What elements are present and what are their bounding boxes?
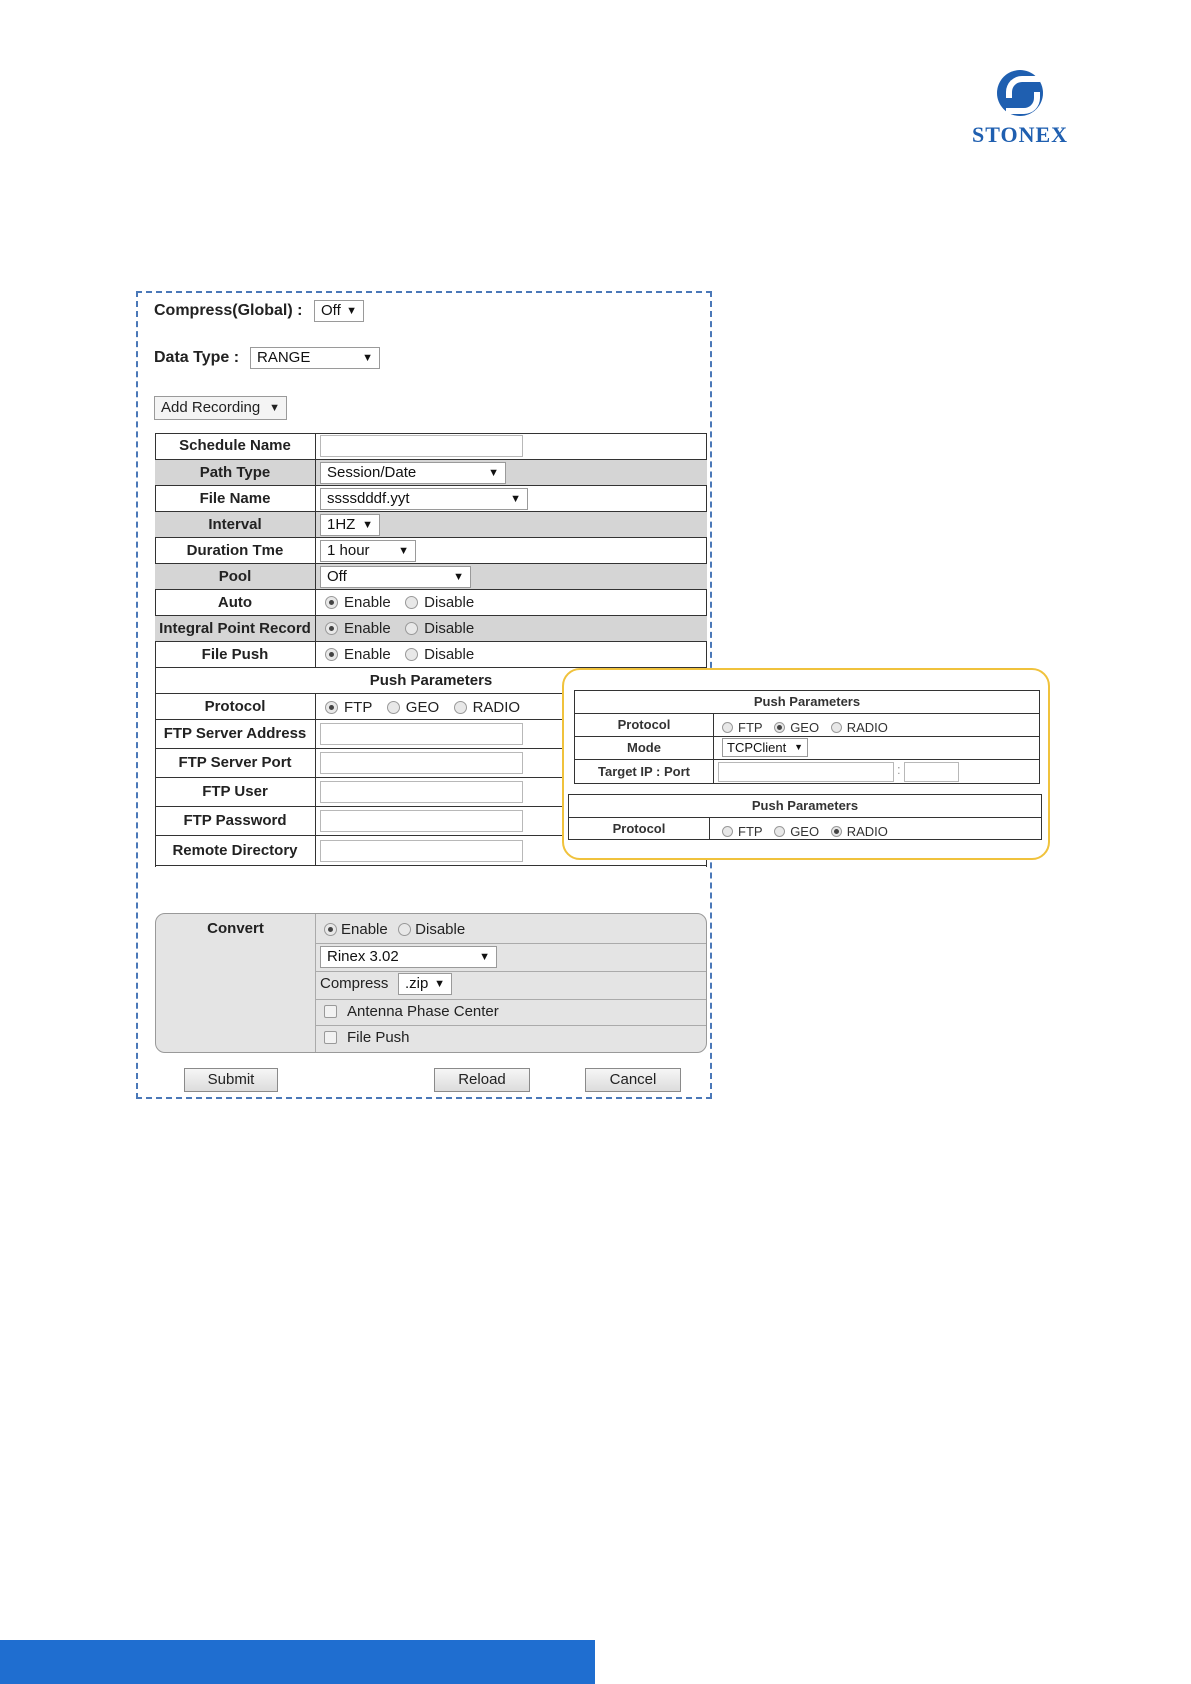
- file-push-enable-label: Enable: [344, 646, 391, 664]
- antenna-phase-center-label: Antenna Phase Center: [347, 1003, 499, 1021]
- path-type-label: Path Type: [155, 460, 316, 485]
- antenna-phase-center-checkbox[interactable]: [324, 1005, 337, 1018]
- radio-protocol-cell: [722, 818, 896, 845]
- geo-push-parameters-header: Push Parameters: [753, 694, 861, 709]
- data-type-select[interactable]: [250, 347, 380, 369]
- table-row: [155, 433, 707, 460]
- chevron-down-icon: ▼: [269, 402, 280, 414]
- cancel-button[interactable]: Cancel: [585, 1068, 681, 1092]
- geo-mode-value: TCPClient: [727, 740, 787, 755]
- convert-file-push-label: File Push: [347, 1029, 410, 1047]
- schedule-name-label: Schedule Name: [155, 433, 316, 459]
- remote-directory-label: Remote Directory: [155, 836, 316, 865]
- radio-protocol-radio-radio[interactable]: [831, 826, 842, 837]
- compress-global-value: Off: [321, 302, 341, 319]
- duration-value: 1 hour: [327, 542, 370, 559]
- convert-enable-label: Enable: [341, 921, 388, 939]
- table-row: [569, 817, 1041, 840]
- table-row: [155, 642, 707, 668]
- chevron-down-icon: ▼: [488, 467, 499, 479]
- auto-cell: [316, 590, 707, 615]
- ftp-server-address-label: FTP Server Address: [155, 720, 316, 748]
- chevron-down-icon: ▼: [362, 519, 373, 531]
- radio-push-parameters-table: [568, 794, 1042, 840]
- schedule-name-input[interactable]: [320, 435, 523, 457]
- convert-file-push-option: [324, 1029, 420, 1047]
- geo-protocol-label: Protocol: [575, 714, 714, 736]
- stonex-logo: [960, 70, 1080, 150]
- pool-cell: [316, 564, 707, 589]
- duration-select[interactable]: [320, 540, 416, 562]
- integral-disable-label: Disable: [424, 620, 475, 638]
- ftp-password-input[interactable]: [320, 810, 523, 832]
- auto-disable-label: Disable: [424, 594, 475, 612]
- geo-protocol-ftp-label: FTP: [738, 720, 763, 736]
- geo-mode-select[interactable]: [722, 738, 808, 757]
- convert-row-divider: [316, 971, 706, 972]
- protocol-ftp-radio[interactable]: [325, 701, 338, 714]
- radio-protocol-label: Protocol: [569, 818, 710, 840]
- push-parameters-callout: [562, 668, 1050, 860]
- protocol-ftp-label: FTP: [344, 699, 373, 717]
- pool-label: Pool: [155, 564, 316, 589]
- convert-panel: [155, 913, 707, 1053]
- radio-push-parameters-header: Push Parameters: [751, 798, 859, 813]
- geo-protocol-ftp-radio[interactable]: [722, 722, 733, 733]
- convert-row-divider: [316, 943, 706, 944]
- interval-value: 1HZ: [327, 516, 356, 533]
- ftp-password-label: FTP Password: [155, 807, 316, 835]
- data-type-value: RANGE: [257, 349, 311, 366]
- push-parameters-header: Push Parameters: [369, 672, 493, 689]
- file-name-value: ssssdddf.yyt: [327, 490, 410, 507]
- logo-text: STONEX: [971, 122, 1069, 147]
- chevron-down-icon: ▼: [346, 305, 357, 317]
- convert-disable-radio[interactable]: [398, 923, 411, 936]
- ftp-server-port-label: FTP Server Port: [155, 749, 316, 777]
- convert-compress-label: Compress: [320, 975, 389, 992]
- file-name-select[interactable]: [320, 488, 528, 510]
- ftp-server-port-input[interactable]: [320, 752, 523, 774]
- pool-value: Off: [327, 568, 347, 585]
- file-push-cell: [316, 642, 707, 667]
- chevron-down-icon: ▼: [453, 571, 464, 583]
- antenna-phase-center-option: [324, 1003, 509, 1021]
- protocol-geo-label: GEO: [405, 699, 440, 717]
- auto-label: Auto: [155, 590, 316, 615]
- table-row: [155, 460, 707, 486]
- duration-cell: [316, 538, 707, 563]
- auto-enable-radio[interactable]: [325, 596, 338, 609]
- file-push-disable-label: Disable: [424, 646, 475, 664]
- footer-bar: [0, 1640, 595, 1684]
- convert-row-divider: [316, 999, 706, 1000]
- add-recording-select[interactable]: [154, 396, 287, 420]
- table-row: [155, 590, 707, 616]
- geo-protocol-radio-label: RADIO: [846, 720, 888, 736]
- reload-button[interactable]: Reload: [434, 1068, 530, 1092]
- geo-protocol-radio-radio[interactable]: [831, 722, 842, 733]
- geo-protocol-geo-label: GEO: [790, 720, 820, 736]
- file-push-label: File Push: [155, 642, 316, 667]
- ftp-user-input[interactable]: [320, 781, 523, 803]
- chevron-down-icon: ▼: [362, 352, 373, 364]
- ftp-user-label: FTP User: [155, 778, 316, 806]
- ftp-server-address-input[interactable]: [320, 723, 523, 745]
- convert-disable-label: Disable: [415, 921, 466, 939]
- geo-mode-label: Mode: [575, 737, 714, 759]
- table-row: [155, 512, 707, 538]
- chevron-down-icon: ▼: [479, 951, 490, 963]
- duration-label: Duration Tme: [155, 538, 316, 563]
- protocol-radio-radio[interactable]: [454, 701, 467, 714]
- chevron-down-icon: ▼: [434, 978, 445, 990]
- ip-port-separator: :: [897, 762, 901, 777]
- integral-point-label: Integral Point Record: [155, 616, 316, 641]
- integral-enable-label: Enable: [344, 620, 391, 638]
- convert-file-push-checkbox[interactable]: [324, 1031, 337, 1044]
- radio-protocol-geo-radio[interactable]: [774, 826, 785, 837]
- protocol-label: Protocol: [155, 694, 316, 719]
- table-row: [575, 736, 1039, 759]
- add-recording-label: Add Recording: [161, 399, 261, 416]
- file-push-disable-radio[interactable]: [405, 648, 418, 661]
- stonex-logo-icon: [997, 70, 1043, 116]
- file-name-cell: [316, 486, 707, 511]
- auto-enable-label: Enable: [344, 594, 391, 612]
- rinex-version-value: Rinex 3.02: [327, 948, 399, 965]
- chevron-down-icon: ▼: [794, 742, 803, 752]
- geo-target-ip-input[interactable]: [718, 762, 894, 782]
- integral-cell: [316, 616, 707, 641]
- table-row: [155, 538, 707, 564]
- radio-protocol-ftp-radio[interactable]: [722, 826, 733, 837]
- convert-enable-radio[interactable]: [324, 923, 337, 936]
- interval-cell: [316, 512, 707, 537]
- convert-label: Convert: [207, 920, 264, 937]
- rinex-version-select[interactable]: [320, 946, 497, 968]
- schedule-name-cell: [316, 433, 707, 459]
- remote-directory-input[interactable]: [320, 840, 523, 862]
- data-type-label: Data Type :: [154, 349, 240, 366]
- table-row: [155, 486, 707, 512]
- chevron-down-icon: ▼: [510, 493, 521, 505]
- file-name-label: File Name: [155, 486, 316, 511]
- table-row: [575, 713, 1039, 736]
- path-type-value: Session/Date: [327, 464, 417, 481]
- table-row: [575, 759, 1039, 784]
- convert-radio-group: [324, 921, 475, 939]
- radio-protocol-ftp-label: FTP: [738, 824, 763, 840]
- chevron-down-icon: ▼: [398, 545, 409, 557]
- convert-compress-value: .zip: [405, 975, 429, 992]
- path-type-cell: [316, 460, 707, 485]
- geo-protocol-geo-radio[interactable]: [774, 722, 785, 733]
- protocol-radio-label: RADIO: [472, 699, 521, 717]
- auto-disable-radio[interactable]: [405, 596, 418, 609]
- geo-target-port-input[interactable]: [904, 762, 959, 782]
- radio-protocol-radio-label: RADIO: [846, 824, 888, 840]
- convert-row-divider: [316, 1025, 706, 1026]
- file-push-enable-radio[interactable]: [325, 648, 338, 661]
- compress-global-select[interactable]: [314, 300, 364, 322]
- table-row: [155, 564, 707, 590]
- interval-label: Interval: [155, 512, 316, 537]
- geo-target-label: Target IP : Port: [575, 760, 714, 784]
- radio-protocol-geo-label: GEO: [790, 824, 820, 840]
- convert-divider: [315, 914, 316, 1052]
- convert-compress-select[interactable]: [398, 973, 452, 995]
- submit-button[interactable]: Submit: [184, 1068, 278, 1092]
- compress-global-label: Compress(Global) :: [154, 302, 303, 319]
- integral-enable-radio[interactable]: [325, 622, 338, 635]
- integral-disable-radio[interactable]: [405, 622, 418, 635]
- table-row: [155, 616, 707, 642]
- path-type-select[interactable]: [320, 462, 506, 484]
- pool-select[interactable]: [320, 566, 471, 588]
- interval-select[interactable]: [320, 514, 380, 536]
- protocol-geo-radio[interactable]: [387, 701, 400, 714]
- geo-push-parameters-table: [574, 690, 1040, 784]
